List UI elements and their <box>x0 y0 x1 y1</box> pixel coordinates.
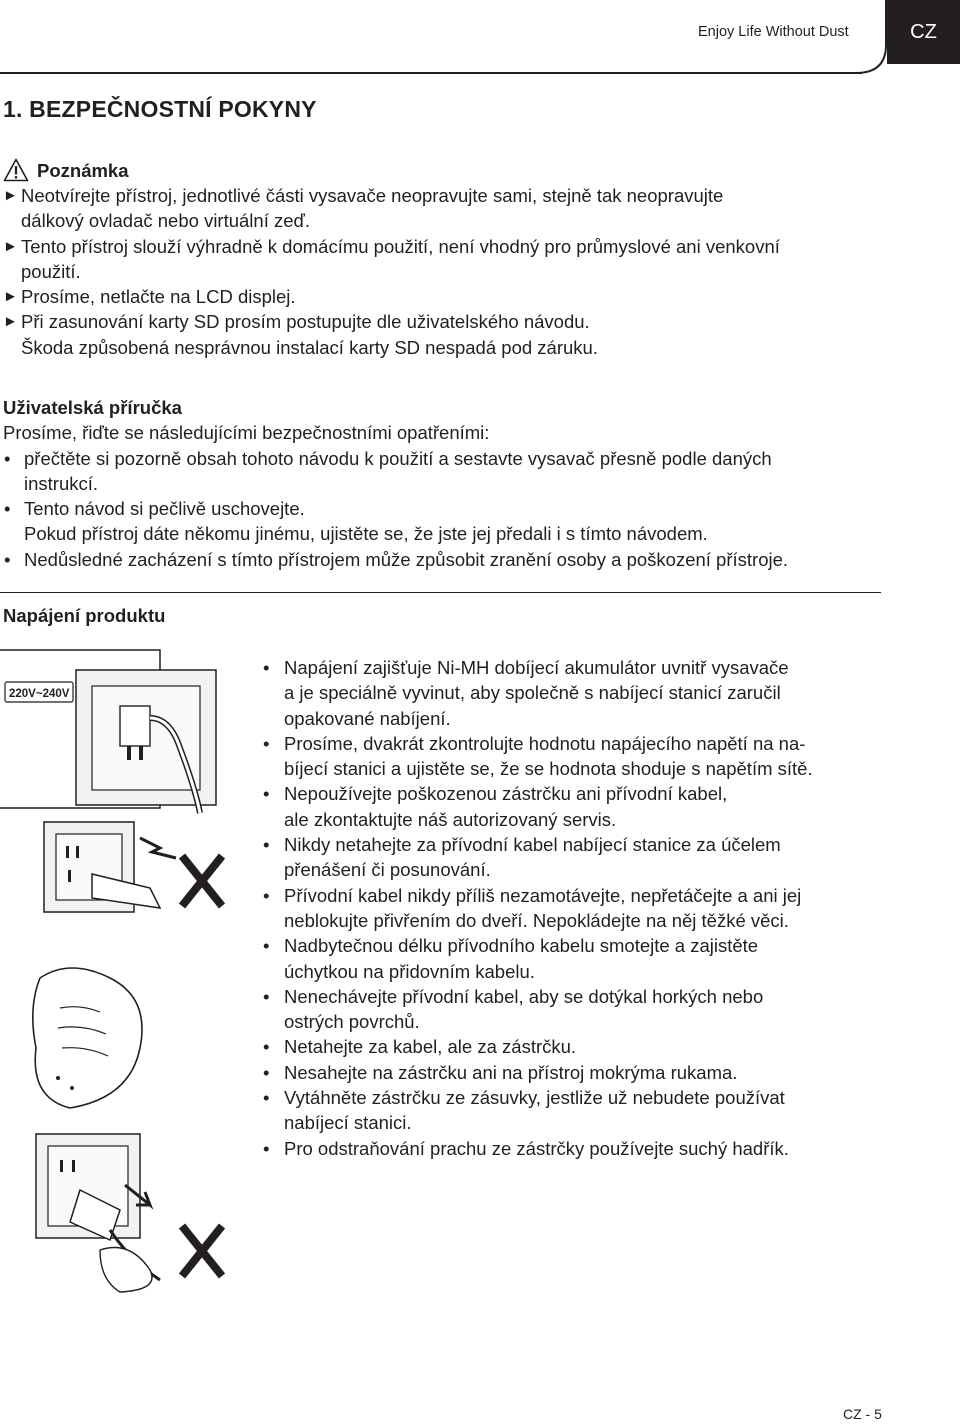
note-line: Neotvírejte přístroj, jednotlivé části vysavače neopravujte sami, stejně tak neopravujte <box>21 185 724 206</box>
list-line: bíjecí stanici a ujistěte se, že se hodnota shoduje s napětím sítě. <box>284 758 813 780</box>
list-item <box>262 832 902 883</box>
warning-triangle-icon <box>3 158 29 182</box>
list-item <box>262 1034 902 1059</box>
bullet-icon: • <box>263 834 270 856</box>
section-divider <box>0 592 881 593</box>
page-title: 1. BEZPEČNOSTNÍ POKYNY <box>3 96 317 122</box>
bullet-icon: • <box>263 935 270 957</box>
header-tagline: Enjoy Life Without Dust <box>698 24 849 40</box>
bullet-icon: • <box>4 447 11 469</box>
list-line: Přívodní kabel nikdy příliš nezamotávejte, nepřetáčejte a ani jej <box>284 884 802 906</box>
damaged-plug-illustration <box>0 818 250 928</box>
arrow-bullet-icon: ► <box>3 237 18 255</box>
list-line: a je speciálně vyvinut, aby společně s nabíjecí stanicí zaručil <box>284 682 781 704</box>
manual-intro: Prosíme, řiďte se následujícími bezpečnostními opatřeními: <box>3 422 490 444</box>
note-title: Poznámka <box>37 160 129 181</box>
list-line: instrukcí. <box>24 472 99 494</box>
list-item <box>262 1060 902 1085</box>
bullet-icon: • <box>263 985 270 1007</box>
list-item <box>3 496 903 521</box>
list-line: Nikdy netahejte za přívodní kabel nabíjecí stanice za účelem <box>284 834 781 856</box>
power-heading: Napájení produktu <box>3 605 166 626</box>
note-list <box>3 183 903 360</box>
note-line: Tento přístroj slouží výhradně k domácímu použití, není vhodný pro průmyslové ani venkovní <box>21 235 780 257</box>
list-item <box>262 883 902 934</box>
arrow-bullet-icon: ► <box>3 288 18 306</box>
note-line: Prosíme, netlačte na LCD displej. <box>21 286 296 308</box>
list-item <box>262 984 902 1035</box>
list-item <box>3 547 903 572</box>
unplug-illustration <box>0 1130 250 1295</box>
bullet-icon: • <box>263 1036 270 1058</box>
list-line: opakované nabíjení. <box>284 707 451 729</box>
power-list <box>262 655 902 1161</box>
list-line: Tento návod si pečlivě uschovejte. <box>24 498 305 520</box>
note-line: použití. <box>21 260 81 282</box>
socket-voltage-illustration <box>0 648 250 818</box>
list-line: přečtěte si pozorně obsah tohoto návodu k použití a sestavte vysavač přesně podle daných <box>24 447 772 469</box>
arrow-bullet-icon: ► <box>3 187 18 204</box>
voltage-text: 220V~240V <box>9 688 70 700</box>
prohibited-x-icon <box>182 1226 222 1276</box>
note-item <box>3 284 903 309</box>
list-line: Netahejte za kabel, ale za zástrčku. <box>284 1036 577 1058</box>
list-line: Nadbytečnou délku přívodního kabelu smotejte a zajistěte <box>284 935 759 957</box>
language-tab: CZ <box>887 0 960 64</box>
list-item <box>262 731 902 782</box>
list-item <box>262 655 902 731</box>
list-line: úchytkou na přidovním kabelu. <box>284 960 535 982</box>
list-item <box>262 1085 902 1136</box>
note-item <box>3 183 903 234</box>
manual-heading: Uživatelská příručka <box>3 397 182 418</box>
bullet-icon: • <box>263 1137 270 1159</box>
list-line: Nedůsledné zacházení s tímto přístrojem může způsobit zranění osoby a poškození přístroje. <box>24 548 789 570</box>
note-line: dálkový ovladač nebo virtuální zeď. <box>21 210 311 232</box>
bullet-icon: • <box>263 783 270 805</box>
note-heading <box>3 152 129 182</box>
list-line: Vytáhněte zástrčku ze zásuvky, jestliže už nebudete používat <box>284 1087 785 1109</box>
page-number: CZ - 5 <box>843 1406 882 1422</box>
list-line: neblokujte přivřením do dveří. Nepokládejte na něj těžké věci. <box>284 909 789 931</box>
bullet-icon: • <box>4 498 11 520</box>
note-line: Při zasunování karty SD prosím postupujte dle uživatelského návodu. <box>21 311 590 333</box>
list-line: Nenechávejte přívodní kabel, aby se dotýkal horkých nebo <box>284 985 764 1007</box>
list-item <box>262 933 902 984</box>
list-line: nabíjecí stanici. <box>284 1112 412 1134</box>
bullet-icon: • <box>263 1061 270 1083</box>
list-line: Napájení zajišťuje Ni-MH dobíjecí akumulátor uvnitř vysavače <box>284 657 789 678</box>
manual-section <box>3 395 903 572</box>
bullet-icon: • <box>263 732 270 754</box>
arrow-bullet-icon: ► <box>3 313 18 331</box>
list-line: ostrých povrchů. <box>284 1011 420 1033</box>
bullet-icon: • <box>263 884 270 906</box>
header-rule <box>0 72 862 74</box>
bullet-icon: • <box>4 548 11 570</box>
list-line: Prosíme, dvakrát zkontrolujte hodnotu napájecího napětí na na- <box>284 732 806 754</box>
list-item <box>3 446 903 497</box>
bullet-icon: • <box>263 1087 270 1109</box>
note-line: Škoda způsobená nesprávnou instalací karty SD nespadá pod záruku. <box>21 336 598 358</box>
list-line: Pokud přístroj dáte někomu jinému, ujistěte se, že jste jej předali i s tímto návodem. <box>24 523 708 545</box>
list-line: Nesahejte na zástrčku ani na přístroj mokrýma rukama. <box>284 1061 738 1083</box>
header-corner-curve <box>856 0 888 74</box>
list-item <box>262 1136 902 1161</box>
list-item <box>262 781 902 832</box>
note-item <box>3 309 903 334</box>
list-line: ale zkontaktujte náš autorizovaný servis. <box>284 808 617 830</box>
voltage-label <box>5 682 73 702</box>
list-line: přenášení či posunování. <box>284 859 491 881</box>
prohibited-x-icon <box>182 856 222 906</box>
list-line: Pro odstraňování prachu ze zástrčky používejte suchý hadřík. <box>284 1137 789 1159</box>
wet-hand-illustration <box>0 948 250 1113</box>
bullet-icon: • <box>263 657 270 678</box>
list-line: Nepoužívejte poškozenou zástrčku ani přívodní kabel, <box>284 783 728 805</box>
note-item <box>3 234 903 285</box>
